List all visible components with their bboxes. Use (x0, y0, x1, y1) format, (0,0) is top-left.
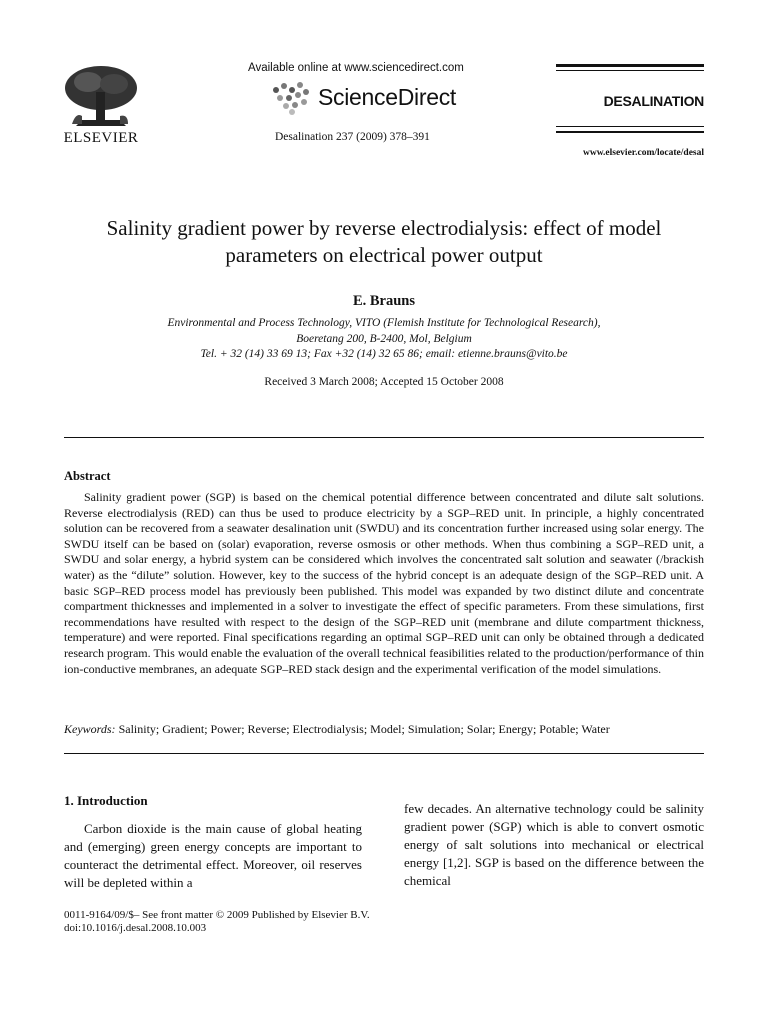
journal-url-link[interactable]: www.elsevier.com/locate/desal (582, 148, 704, 158)
journal-rule (556, 131, 704, 133)
body-column-left: Carbon dioxide is the main cause of global heating and (emerging) green energy concepts are important to counteract the detrimental effect. Moreover, oil reserves will be depleted within a (64, 821, 362, 890)
abstract-text: Salinity gradient power (SGP) is based on the chemical potential difference between concentrated and dilute salt solutions. Reverse electrodialysis (RED) can thus be used to produce electricity by a SGP–RED unit. In principle, a highly concentrated solution can be recovered from a seawater desalination unit (SWDU) and its concentration further increased using solar energy. The SWDU itself can be based on (solar) evaporation, reverse osmosis or other methods. When thus combining a SGP–RED unit, a SWDU and solar energy, a hybrid system can be considered which involves the concentrated salt solution and seawater (/brackish water) as the “dilute” solution. However, key to the success of the hybrid concept is an adequate design of the SGP–RED unit. A basic SGP–RED process model has previously been published. This model was expanded by two distinct dilute and concentrate compartment thicknesses and implemented in a solver to investigate the effect of specific parameters. From these simulations, first recommendations have resulted with respect to the design of the SGP–RED unit (membrane and dilute compartment thickness, temperature) and were reported. Final specifications regarding an optimal SGP–RED unit can only be obtained through a dedicated research program. This would enable the evaluation of the overall technical feasibilities related to the production/performance of thin ion-conductive membranes, an adequate SGP–RED stack design and the experimental verification of the model simulations. (64, 490, 704, 676)
article-author: E. Brauns (352, 293, 416, 309)
doi-footer[interactable]: doi:10.1016/j.desal.2008.10.003 (64, 922, 207, 934)
received-accepted-dates: Received 3 March 2008; Accepted 15 October 2008 (264, 376, 504, 388)
journal-rule (556, 70, 704, 71)
body-column-right: few decades. An alternative technology could be salinity gradient power (SGP) which is able to convert osmotic energy of salt solutions into mechanical or electrical energy [1,2]. SGP is based on the difference between the chemical (404, 801, 704, 888)
affiliation-line: Environmental and Process Technology, VITO (Flemish Institute for Technological Research), (167, 317, 601, 329)
journal-citation: Desalination 237 (2009) 378–391 (275, 131, 430, 143)
article-title: Salinity gradient power by reverse electrodialysis: effect of model parameters on electrical power output (106, 216, 662, 267)
abstract-heading: Abstract (64, 469, 111, 483)
divider (64, 437, 704, 438)
keywords (64, 722, 704, 737)
affiliation-contact: Tel. + 32 (14) 33 69 13; Fax +32 (14) 32 65 86; email: etienne.brauns@vito.be (200, 348, 568, 360)
journal-name: DESALINATION (603, 93, 704, 109)
affiliation-line: Boeretang 200, B-2400, Mol, Belgium (296, 332, 472, 345)
divider (64, 753, 704, 754)
author-affiliation (64, 316, 704, 363)
elsevier-wordmark: ELSEVIER (63, 130, 139, 146)
available-online-text[interactable]: Available online at www.sciencedirect.com (248, 62, 464, 74)
section-heading: 1. Introduction (64, 793, 148, 808)
keywords-list: Salinity; Gradient; Power; Reverse; Electrodialysis; Model; Simulation; Solar; Energy; Potable; Water (118, 722, 610, 736)
keywords-label: Keywords: (64, 722, 116, 736)
journal-rule (556, 126, 704, 127)
sciencedirect-wordmark: ScienceDirect (318, 84, 456, 110)
copyright-footer: 0011-9164/09/$– See front matter © 2009 Published by Elsevier B.V. (64, 909, 370, 921)
journal-rule (556, 64, 704, 67)
